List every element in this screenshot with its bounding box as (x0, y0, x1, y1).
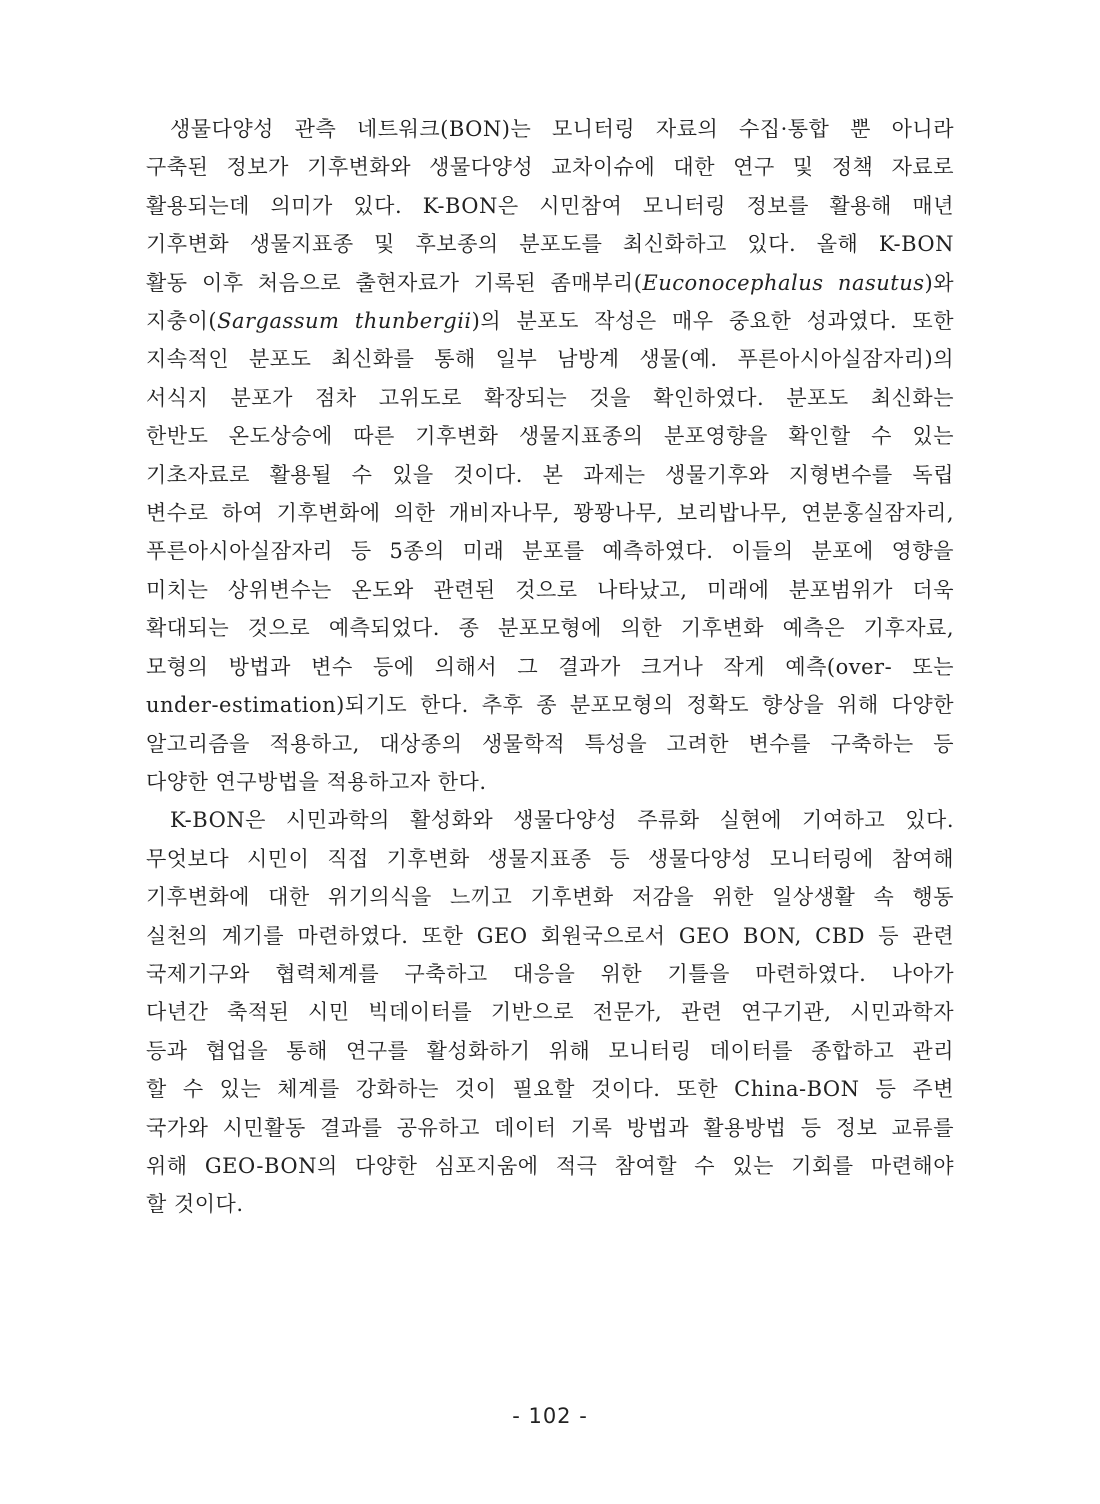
text-line: 기후변화 생물지표종 및 후보종의 분포도를 최신화하고 있다. 올해 K-BON (146, 232, 954, 257)
text-line: 다양한 연구방법을 적용하고자 한다. (146, 769, 487, 794)
text-segment: 지충이( (146, 309, 218, 334)
text-line: 등과 협업을 통해 연구를 활성화하기 위해 모니터링 데이터를 종합하고 관리 (146, 1038, 954, 1063)
text-line: 지속적인 분포도 최신화를 통해 일부 남방계 생물(예. 푸른아시아실잠자리)의 (146, 347, 954, 372)
text-line: 변수로 하여 기후변화에 의한 개비자나무, 꽝꽝나무, 보리밥나무, 연분홍실잠자리, (146, 501, 954, 526)
text-line: 국제기구와 협력체계를 구축하고 대응을 위한 기틀을 마련하였다. 나아가 (146, 961, 954, 986)
text-line: 구축된 정보가 기후변화와 생물다양성 교차이슈에 대한 연구 및 정책 자료로 (146, 155, 954, 180)
text-line: 위해 GEO-BON의 다양한 심포지움에 적극 참여할 수 있는 기회를 마련해야 (146, 1153, 954, 1178)
page-number: - 102 - (512, 1404, 588, 1428)
text-line: 기후변화에 대한 위기의식을 느끼고 기후변화 저감을 위한 일상생활 속 행동 (146, 885, 954, 910)
paragraph-1 (146, 110, 954, 801)
text-line: 활용되는데 의미가 있다. K-BON은 시민참여 모니터링 정보를 활용해 매년 (146, 193, 954, 218)
species-name: Sargassum thunbergii (217, 309, 472, 334)
text-line: 무엇보다 시민이 직접 기후변화 생물지표종 등 생물다양성 모니터링에 참여해 (146, 846, 954, 871)
text-segment: 활동 이후 처음으로 출현자료가 기록된 좀매부리( (146, 270, 643, 295)
text-line: 미치는 상위변수는 온도와 관련된 것으로 나타났고, 미래에 분포범위가 더욱 (146, 577, 954, 602)
text-line: 서식지 분포가 점차 고위도로 확장되는 것을 확인하였다. 분포도 최신화는 (146, 385, 954, 410)
text-segment: )의 분포도 작성은 매우 중요한 성과였다. 또한 (471, 309, 954, 334)
text-line: K-BON은 시민과학의 활성화와 생물다양성 주류화 실현에 기여하고 있다. (170, 808, 954, 833)
body-text (146, 110, 954, 1224)
text-line: 모형의 방법과 변수 등에 의해서 그 결과가 크거나 작게 예측(over- 또는 (146, 654, 954, 679)
text-line: 실천의 계기를 마련하였다. 또한 GEO 회원국으로서 GEO BON, CBD 등 관련 (146, 923, 954, 948)
species-name: Euconocephalus nasutus (642, 270, 925, 295)
text-line: 푸른아시아실잠자리 등 5종의 미래 분포를 예측하였다. 이들의 분포에 영향을 (146, 539, 954, 564)
text-segment: )와 (924, 270, 954, 295)
text-line: 한반도 온도상승에 따른 기후변화 생물지표종의 분포영향을 확인할 수 있는 (146, 424, 954, 449)
text-line: under-estimation)되기도 한다. 추후 종 분포모형의 정확도 향상을 위해 다양한 (146, 693, 954, 718)
text-line (146, 302, 954, 340)
text-line: 다년간 축적된 시민 빅데이터를 기반으로 전문가, 관련 연구기관, 시민과학자 (146, 1000, 954, 1025)
text-line: 국가와 시민활동 결과를 공유하고 데이터 기록 방법과 활용방법 등 정보 교류를 (146, 1115, 954, 1140)
text-line: 생물다양성 관측 네트워크(BON)는 모니터링 자료의 수집·통합 뿐 아니라 (170, 117, 954, 141)
text-line: 할 수 있는 체계를 강화하는 것이 필요할 것이다. 또한 China-BON 등 주변 (146, 1077, 954, 1102)
text-line: 알고리즘을 적용하고, 대상종의 생물학적 특성을 고려한 변수를 구축하는 등 (146, 731, 954, 756)
text-line: 기초자료로 활용될 수 있을 것이다. 본 과제는 생물기후와 지형변수를 독립 (146, 462, 954, 487)
paragraph-2 (146, 801, 954, 1223)
text-line (146, 264, 954, 302)
text-line: 확대되는 것으로 예측되었다. 종 분포모형에 의한 기후변화 예측은 기후자료, (146, 616, 954, 641)
text-line: 할 것이다. (146, 1192, 244, 1217)
